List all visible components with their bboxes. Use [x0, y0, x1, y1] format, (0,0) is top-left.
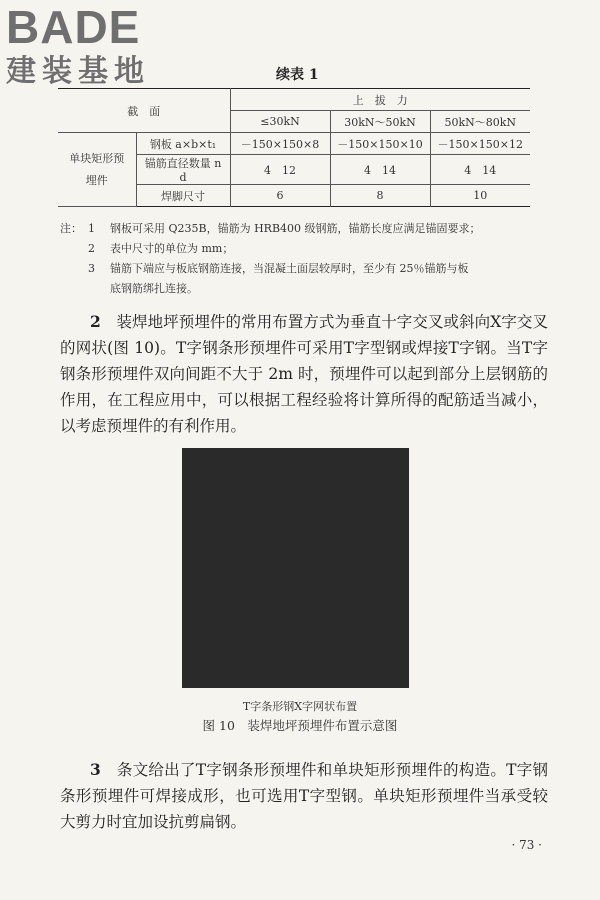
- row-label: 焊脚尺寸: [136, 185, 230, 207]
- paragraph-text: 装焊地坪预埋件的常用布置方式为垂直十字交叉或斜向X字交叉的网状(图 10)。T字钢条形预埋件可采用T字型钢或焊接T字钢。当T字钢条形预埋件双向间距不大于 2m 时，预埋件可以起到部分上层钢筋的作用，在工程应用中，可以根据工程经验将计算所得的配筋适当减小，以考虑预埋件的有利作用。: [60, 313, 548, 435]
- paragraph-number: 3: [90, 760, 101, 779]
- table-row: [58, 133, 530, 155]
- paragraph-3: [60, 757, 548, 835]
- note-item: [88, 239, 548, 259]
- table-caption: 续表 1: [276, 67, 319, 83]
- note-item: [60, 219, 548, 239]
- spec-table: [58, 88, 530, 207]
- row-label: 锚筋直径数量 n d: [136, 155, 230, 185]
- row-label: 钢板 a×b×t₁: [136, 133, 230, 155]
- note-number: 3: [88, 262, 95, 275]
- note-item: [88, 259, 548, 279]
- group-header: 上 拔 力: [230, 89, 530, 111]
- table-header-row: [58, 89, 530, 111]
- figure-image: [182, 448, 409, 688]
- table-cell: －150×150×12: [430, 133, 530, 155]
- figure-subcaption: T字条形钢X字网状布置: [242, 700, 358, 713]
- logo-subtitle: 建装基地: [6, 54, 150, 89]
- notes-label: 注：: [60, 222, 82, 235]
- note-text: 锚筋下端应与板底钢筋连接，当混凝土面层较厚时，至少有 25％锚筋与板: [110, 262, 469, 275]
- table-notes: [60, 219, 548, 299]
- logo: [6, 1, 182, 90]
- column-header: ≤30kN: [230, 111, 330, 133]
- note-text: 钢板可采用 Q235B，锚筋为 HRB400 级钢筋，锚筋长度应满足锚固要求；: [110, 222, 481, 235]
- column-header: 30kN～50kN: [330, 111, 430, 133]
- table-cell: 10: [430, 185, 530, 207]
- figure-caption: 图 10 装焊地坪预埋件布置示意图: [202, 718, 398, 733]
- note-number: 1: [88, 222, 95, 235]
- note-continuation: 底钢筋绑扎连接。: [110, 282, 198, 295]
- table-cell: －150×150×8: [230, 133, 330, 155]
- paragraph-number: 2: [90, 312, 101, 331]
- page-number: · 73 ·: [511, 838, 542, 852]
- paragraph-text: 条文给出了T字钢条形预埋件和单块矩形预埋件的构造。T字钢条形预埋件可焊接成形，也可选用T字型钢。单块矩形预埋件当承受较大剪力时宜加设抗剪扁钢。: [60, 761, 548, 831]
- table-cell: 4 14: [430, 155, 530, 185]
- table-cell: 4 14: [330, 155, 430, 185]
- table-cell: 8: [330, 185, 430, 207]
- row-group-label: 单块矩形预埋件: [58, 133, 136, 207]
- column-header: 50kN～80kN: [430, 111, 530, 133]
- table-cell: 6: [230, 185, 330, 207]
- table-cell: －150×150×10: [330, 133, 430, 155]
- note-number: 2: [88, 242, 95, 255]
- logo-brand: BADE: [6, 1, 141, 53]
- paragraph-2: [60, 309, 548, 439]
- note-text: 表中尺寸的单位为 mm；: [110, 242, 234, 255]
- section-header: 截 面: [58, 89, 230, 133]
- table-cell: 4 12: [230, 155, 330, 185]
